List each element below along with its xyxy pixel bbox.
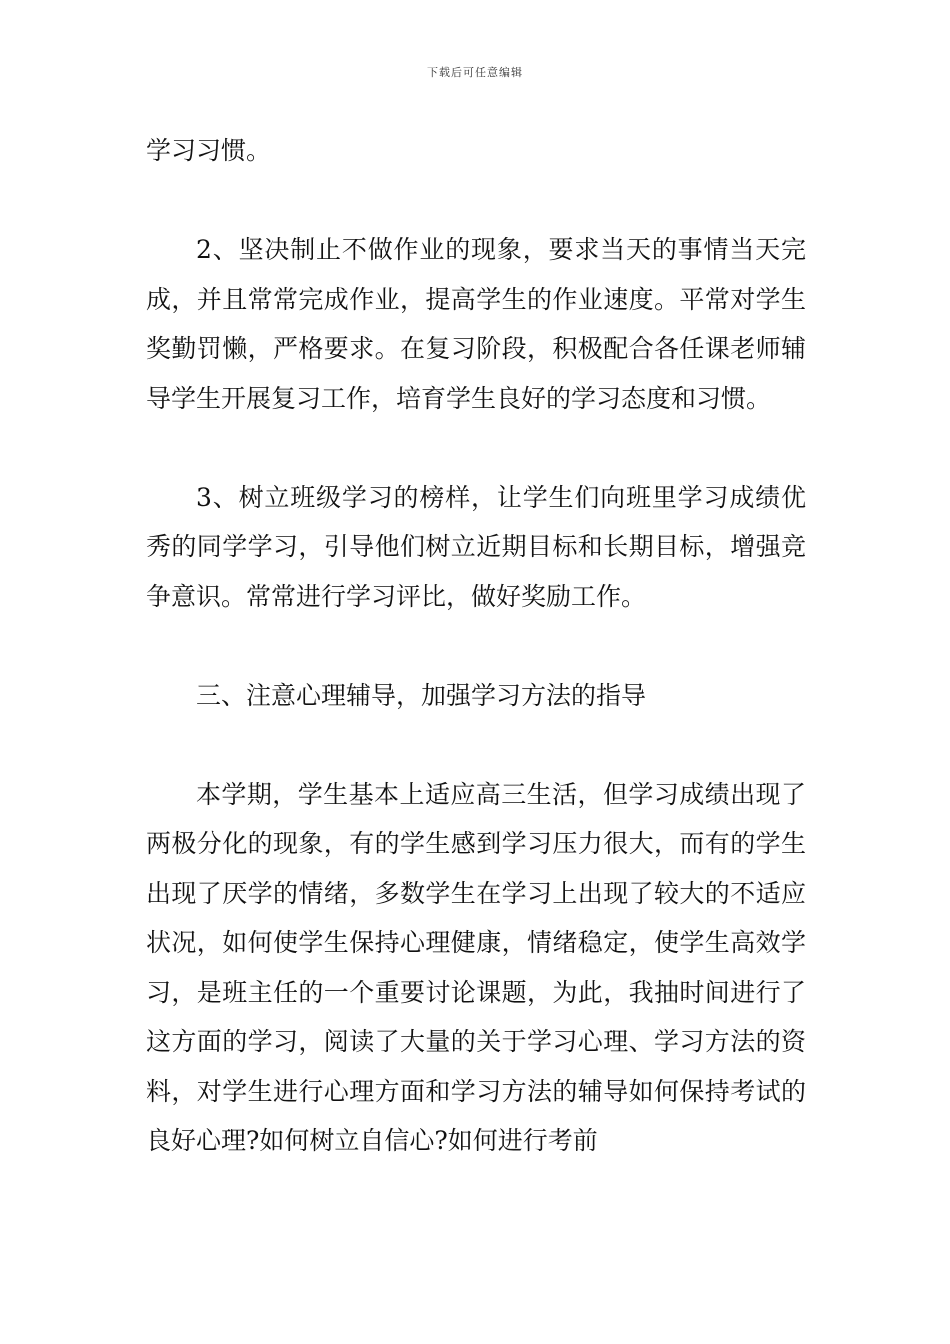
paragraph-spacer	[146, 720, 806, 770]
paragraph-item-2: 2、坚决制止不做作业的现象，要求当天的事情当天完成，并且常常完成作业，提高学生的作业速度。平常对学生奖勤罚懒，严格要求。在复习阶段，积极配合各任课老师辅导学生开展复习工作，培育学生良好的学习态度和习惯。	[146, 235, 806, 413]
paragraph-spacer	[146, 176, 806, 226]
paragraph-body: 本学期，学生基本上适应高三生活，但学习成绩出现了两极分化的现象，有的学生感到学习压力很大，而有的学生出现了厌学的情绪，多数学生在学习上出现了较大的不适应状况，如何使学生保持心理健康，情绪稳定，使学生高效学习，是班主任的一个重要讨论课题，为此，我抽时间进行了这方面的学习，阅读了大量的关于学习心理、学习方法的资料，对学生进行心理方面和学习方法的辅导如何保持考试的良好心理?如何树立自信心?如何进行考前	[146, 779, 806, 1155]
paragraph-item-3: 3、树立班级学习的榜样，让学生们向班里学习成绩优秀的同学学习，引导他们树立近期目标和长期目标，增强竞争意识。常常进行学习评比，做好奖励工作。	[146, 482, 806, 611]
page-header: 下载后可任意编辑	[427, 66, 523, 79]
section-heading: 三、注意心理辅导，加强学习方法的指导	[196, 680, 647, 710]
paragraph-continuation: 学习习惯。	[146, 136, 272, 165]
paragraph-spacer	[146, 423, 806, 473]
document-body	[146, 126, 806, 1166]
paragraph-spacer	[146, 621, 806, 671]
